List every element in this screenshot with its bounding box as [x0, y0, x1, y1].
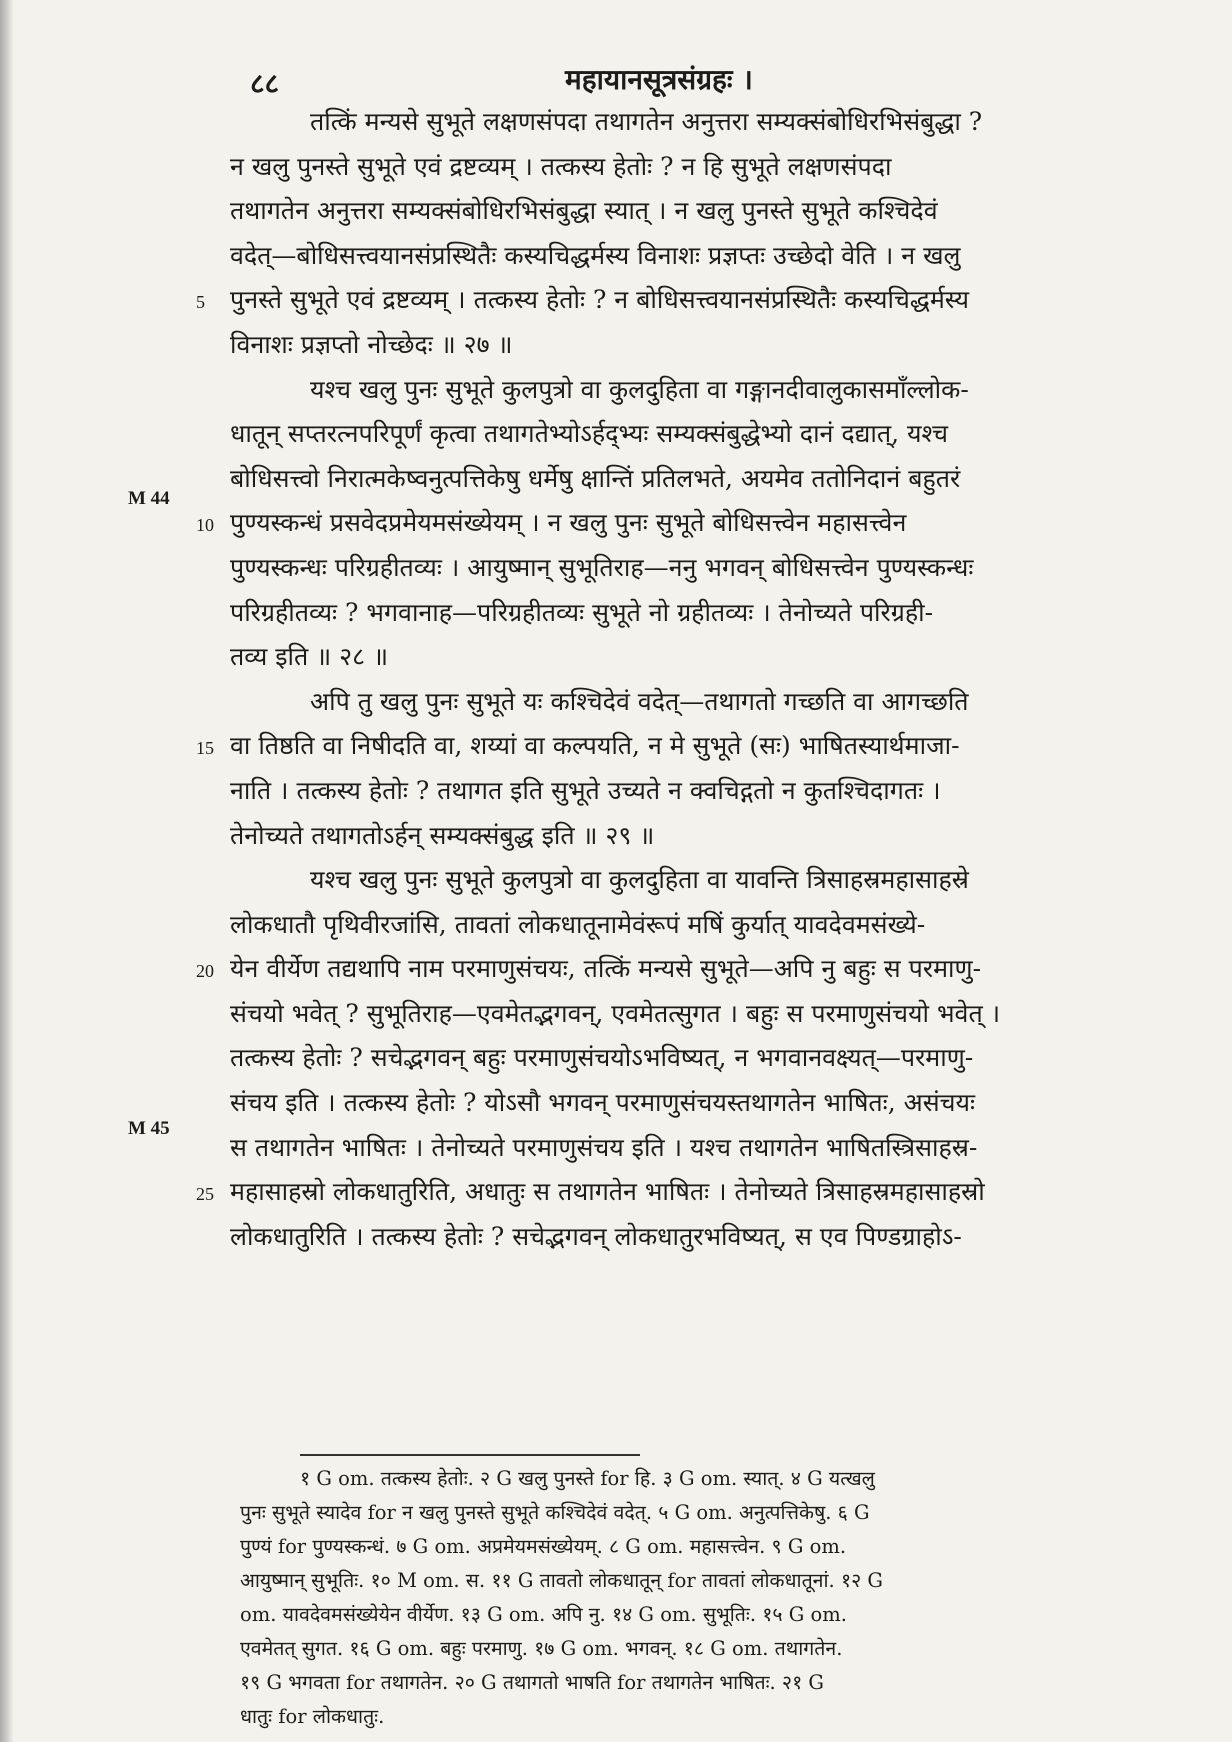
- footnote-line: १ G om. तत्कस्य हेतोः. २ G खलु पुनस्ते for हि. ३ G om. स्यात्. ४ G यत्खलु: [300, 1467, 875, 1490]
- text-line: वदेत्—बोधिसत्त्वयानसंप्रस्थितैः कस्यचिद्धर्मस्य विनाशः प्रज्ञप्तः उच्छेदो वेति । न खलु: [230, 240, 961, 270]
- text-line: संचय इति । तत्कस्य हेतोः ? योऽसौ भगवन् परमाणुसंचयस्तथागतेन भाषितः, असंचयः: [230, 1088, 976, 1118]
- footnotes: [240, 1462, 1165, 1734]
- text-line: विनाशः प्रज्ञप्तो नोच्छेदः ॥ २७ ॥: [230, 329, 513, 359]
- main-text: [196, 100, 1160, 1259]
- text-line: 10 पुण्यस्कन्धं प्रसवेदप्रमेयमसंख्येयम् । न खलु पुनः सुभूते बोधिसत्त्वेन महासत्त्वेन: [230, 501, 1160, 546]
- text-line: लोकधातुरिति । तत्कस्य हेतोः ? सचेद्भगवन् लोकधातुरभविष्यत्, स एव पिण्डग्राहोऽ-: [230, 1221, 962, 1251]
- line-number: 15: [196, 738, 214, 759]
- footnote-rule: [300, 1454, 640, 1456]
- text-line: यश्च खलु पुनः सुभूते कुलपुत्रो वा कुलदुहिता वा यावन्ति त्रिसाहस्रमहासाहस्रे: [310, 865, 969, 895]
- footnote-line: एवमेतत् सुगत. १६ G om. बहुः परमाणु. १७ G om. भगवन्. १८ G om. तथागतेन.: [240, 1637, 843, 1660]
- text-line: यश्च खलु पुनः सुभूते कुलपुत्रो वा कुलदुहिता वा गङ्गानदीवालुकासमाँल्लोक-: [310, 374, 969, 404]
- margin-ref-m45: M 45: [128, 1118, 170, 1139]
- text-line: तव्य इति ॥ २८ ॥: [230, 642, 389, 672]
- text-line: पुण्यस्कन्धः परिग्रहीतव्यः । आयुष्मान् सुभूतिराह—ननु भगवन् बोधिसत्त्वेन पुण्यस्कन्धः: [230, 552, 974, 582]
- text-line: परिग्रहीतव्यः ? भगवानाह—परिग्रहीतव्यः सुभूते नो ग्रहीतव्यः । तेनोच्यते परिग्रही-: [230, 597, 934, 627]
- text-line: अपि तु खलु पुनः सुभूते यः कश्चिदेवं वदेत्—तथागतो गच्छति वा आगच्छति: [310, 686, 969, 716]
- text-line: धातून् सप्तरत्नपरिपूर्णं कृत्वा तथागतेभ्योऽर्हद्भ्यः सम्यक्संबुद्धेभ्यो दानं दद्यात्, यश्च: [230, 419, 949, 449]
- text-line: 20 येन वीर्येण तद्यथापि नाम परमाणुसंचयः, तत्किं मन्यसे सुभूते—अपि नु बहुः स परमाणु-: [230, 947, 1160, 992]
- text-line: तेनोच्यते तथागतोऽर्हन् सम्यक्संबुद्ध इति ॥ २९ ॥: [230, 820, 655, 850]
- footnote-line: पुण्यं for पुण्यस्कन्धं. ७ G om. अप्रमेयमसंख्येयम्. ८ G om. महासत्त्वेन. ९ G om.: [240, 1535, 847, 1558]
- text-line: नाति । तत्कस्य हेतोः ? तथागत इति सुभूते उच्यते न क्वचिद्गतो न कुतश्चिदागतः ।: [230, 775, 941, 805]
- text-line: स तथागतेन भाषितः । तेनोच्यते परमाणुसंचय इति । यश्च तथागतेन भाषितस्त्रिसाहस्र-: [230, 1132, 978, 1162]
- footnote-line: १९ G भगवता for तथागतेन. २० G तथागतो भाषति for तथागतेन भाषितः. २१ G: [240, 1671, 824, 1694]
- line-number: 20: [196, 961, 214, 982]
- text-line: लोकधातौ पृथिवीरजांसि, तावतां लोकधातूनामेवंरूपं मषिं कुर्यात् यावदेवमसंख्ये-: [230, 909, 926, 939]
- text-line: बोधिसत्त्वो निरात्मकेष्वनुत्पत्तिकेषु धर्मेषु क्षान्तिं प्रतिलभते, अयमेव ततोनिदानं बहुतरं: [230, 463, 961, 493]
- running-title: महायानसूत्रसंग्रहः ।: [565, 63, 753, 96]
- text-line: 25 महासाहस्रो लोकधातुरिति, अधातुः स तथागतेन भाषितः । तेनोच्यते त्रिसाहस्रमहासाहस्रो: [230, 1170, 1160, 1215]
- line-number: 10: [196, 515, 214, 536]
- page-number: ८८: [250, 67, 280, 100]
- footnote-line: om. यावदेवमसंख्येयेन वीर्येण. १३ G om. अपि नु. १४ G om. सुभूतिः. १५ G om.: [240, 1603, 847, 1626]
- text-line: तत्कस्य हेतोः ? सचेद्भगवन् बहुः परमाणुसंचयोऽभविष्यत्, न भगवानवक्ष्यत्—परमाणु-: [230, 1043, 974, 1073]
- text-line: तथागतेन अनुत्तरा सम्यक्संबोधिरभिसंबुद्धा स्यात् । न खलु पुनस्ते सुभूते कश्चिदेवं: [230, 196, 938, 226]
- footnote-line: धातुः for लोकधातुः.: [240, 1705, 385, 1728]
- text-line: 5 पुनस्ते सुभूते एवं द्रष्टव्यम् । तत्कस्य हेतोः ? न बोधिसत्त्वयानसंप्रस्थितैः कस्यचिद्धर्मस्य: [230, 278, 1160, 323]
- binding-edge: [0, 0, 14, 1742]
- line-number: 25: [196, 1184, 214, 1205]
- text-line: 15 वा तिष्ठति वा निषीदति वा, शय्यां वा कल्पयति, न मे सुभूते (सः) भाषितस्यार्थमाजा-: [230, 724, 1160, 769]
- line-number: 5: [196, 292, 205, 313]
- text-line: न खलु पुनस्ते सुभूते एवं द्रष्टव्यम् । तत्कस्य हेतोः ? न हि सुभूते लक्षणसंपदा: [230, 151, 892, 181]
- text-line: संचयो भवेत् ? सुभूतिराह—एवमेतद्भगवन्, एवमेतत्सुगत । बहुः स परमाणुसंचयो भवेत् ।: [230, 998, 1001, 1028]
- footnote-line: पुनः सुभूते स्यादेव for न खलु पुनस्ते सुभूते कश्चिदेवं वदेत्. ५ G om. अनुत्पत्तिकेषु. ६ G: [240, 1501, 870, 1524]
- margin-ref-m44: M 44: [128, 488, 170, 509]
- footnote-line: आयुष्मान् सुभूतिः. १० M om. स. ११ G तावतो लोकधातून् for तावतां लोकधातूनां. १२ G: [240, 1569, 884, 1592]
- text-line: तत्किं मन्यसे सुभूते लक्षणसंपदा तथागतेन अनुत्तरा सम्यक्संबोधिरभिसंबुद्धा ?: [310, 107, 983, 136]
